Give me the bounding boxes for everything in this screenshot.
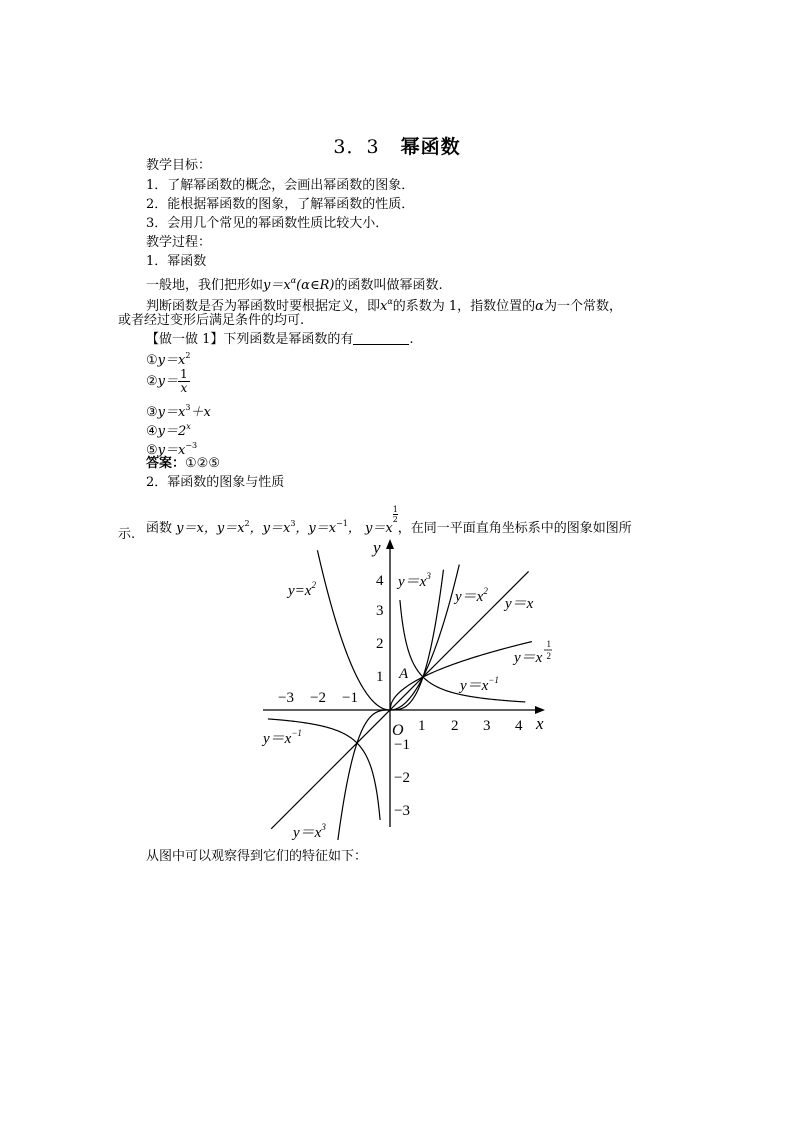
y-tick-label: 4 [376, 573, 384, 589]
y-tick-label: −1 [394, 737, 410, 753]
conclusion-text: 从图中可以观察得到它们的特征如下： [146, 849, 368, 864]
title-name: 幂函数 [400, 136, 461, 158]
x-tick-label: 1 [418, 718, 426, 734]
objectives-heading: 教学目标： [146, 158, 212, 173]
x-axis-label: x [536, 714, 544, 733]
label-y-x: y＝x [505, 596, 534, 612]
x-tick-label: 3 [483, 718, 491, 734]
section2-text-2: 示. [118, 527, 136, 542]
answer-line: 答案：①②⑤ [146, 456, 220, 471]
objective-item: 2．能根据幂函数的图象，了解幂函数的性质． [146, 197, 415, 212]
process-heading: 教学过程： [146, 235, 212, 250]
x-tick-label: −2 [310, 690, 326, 706]
x-tick-label: 2 [451, 718, 459, 734]
y-axis-arrow [386, 539, 394, 549]
y-tick-label: 3 [376, 603, 384, 619]
y-tick-label: 1 [376, 669, 384, 685]
label-y-x3-bottom: $y=x^3$ [293, 822, 326, 840]
label-y-x3-top: $y=x^3$ [398, 571, 431, 590]
section2-heading: 2．幂函数的图象与性质 [146, 475, 285, 490]
label-y-sqrt: y＝x [514, 650, 543, 666]
objective-item: 1．了解幂函数的概念，会画出幂函数的图象． [146, 178, 415, 193]
x-tick-label: −3 [278, 690, 294, 706]
power-function-graph [255, 535, 555, 840]
label-y-inv-right: $y=x^{-1}$ [460, 675, 499, 694]
title-number: 3．3 [333, 136, 380, 158]
y-tick-label: 2 [376, 636, 384, 652]
exercise-option-3: $③y=x^3+x$ [146, 403, 211, 420]
point-a-label: A [399, 666, 409, 682]
page-title [0, 132, 794, 159]
answer-blank [353, 332, 409, 345]
origin-label: O [392, 722, 404, 739]
x-axis-arrow [535, 706, 545, 714]
curve-y-eq-sqrt-x [390, 642, 532, 710]
label-y-sqrt-den: 2 [546, 651, 551, 661]
y-axis-label: y [373, 538, 381, 557]
objective-item: 3．会用几个常见的幂函数性质比较大小． [146, 216, 389, 231]
label-y-sqrt-num: 1 [546, 639, 551, 649]
section2-text: 函数 y＝x，$y=x^2$，$y=x^3$，$y=x^{-1}$， y＝x $\frac{1}{2}$ ，在同一平面直角坐标系中的图象如图所 [146, 505, 632, 536]
exercise-option-1: $①y=x^2$ [146, 351, 191, 368]
exercise-prompt: 【做一做 1】下列函数是幂函数的有 . [146, 332, 414, 347]
judge-line: 判断函数是否为幂函数时要根据定义，即$x^\alpha$的系数为 1，指数位置的α为一个常数， [146, 297, 622, 314]
section1-heading: 1．幂函数 [146, 254, 207, 269]
judge-line-2: 或者经过变形后满足条件的均可. [118, 313, 305, 328]
label-y-inv-left: $y=x^{-1}$ [263, 728, 302, 747]
label-y-x2-right: $y=x^2$ [455, 586, 488, 605]
exercise-option-5: $⑤y=x^{-3}$ [146, 441, 198, 458]
definition-line: 一般地，我们把形如$y=x^\alpha(\alpha\in R)$的函数叫做幂函数. [146, 276, 443, 293]
exercise-option-2: ②y＝ $\frac{1}{x}$ [146, 367, 188, 395]
exercise-option-4: $④y=2^x$ [146, 422, 191, 439]
y-tick-label: −3 [394, 803, 410, 819]
curve-y-eq-x-squared [317, 550, 459, 710]
x-tick-label: −1 [342, 690, 358, 706]
x-tick-label: 4 [515, 718, 523, 734]
label-y-x2-left: $y=x^2$ [288, 580, 316, 599]
y-tick-label: −2 [394, 770, 410, 786]
